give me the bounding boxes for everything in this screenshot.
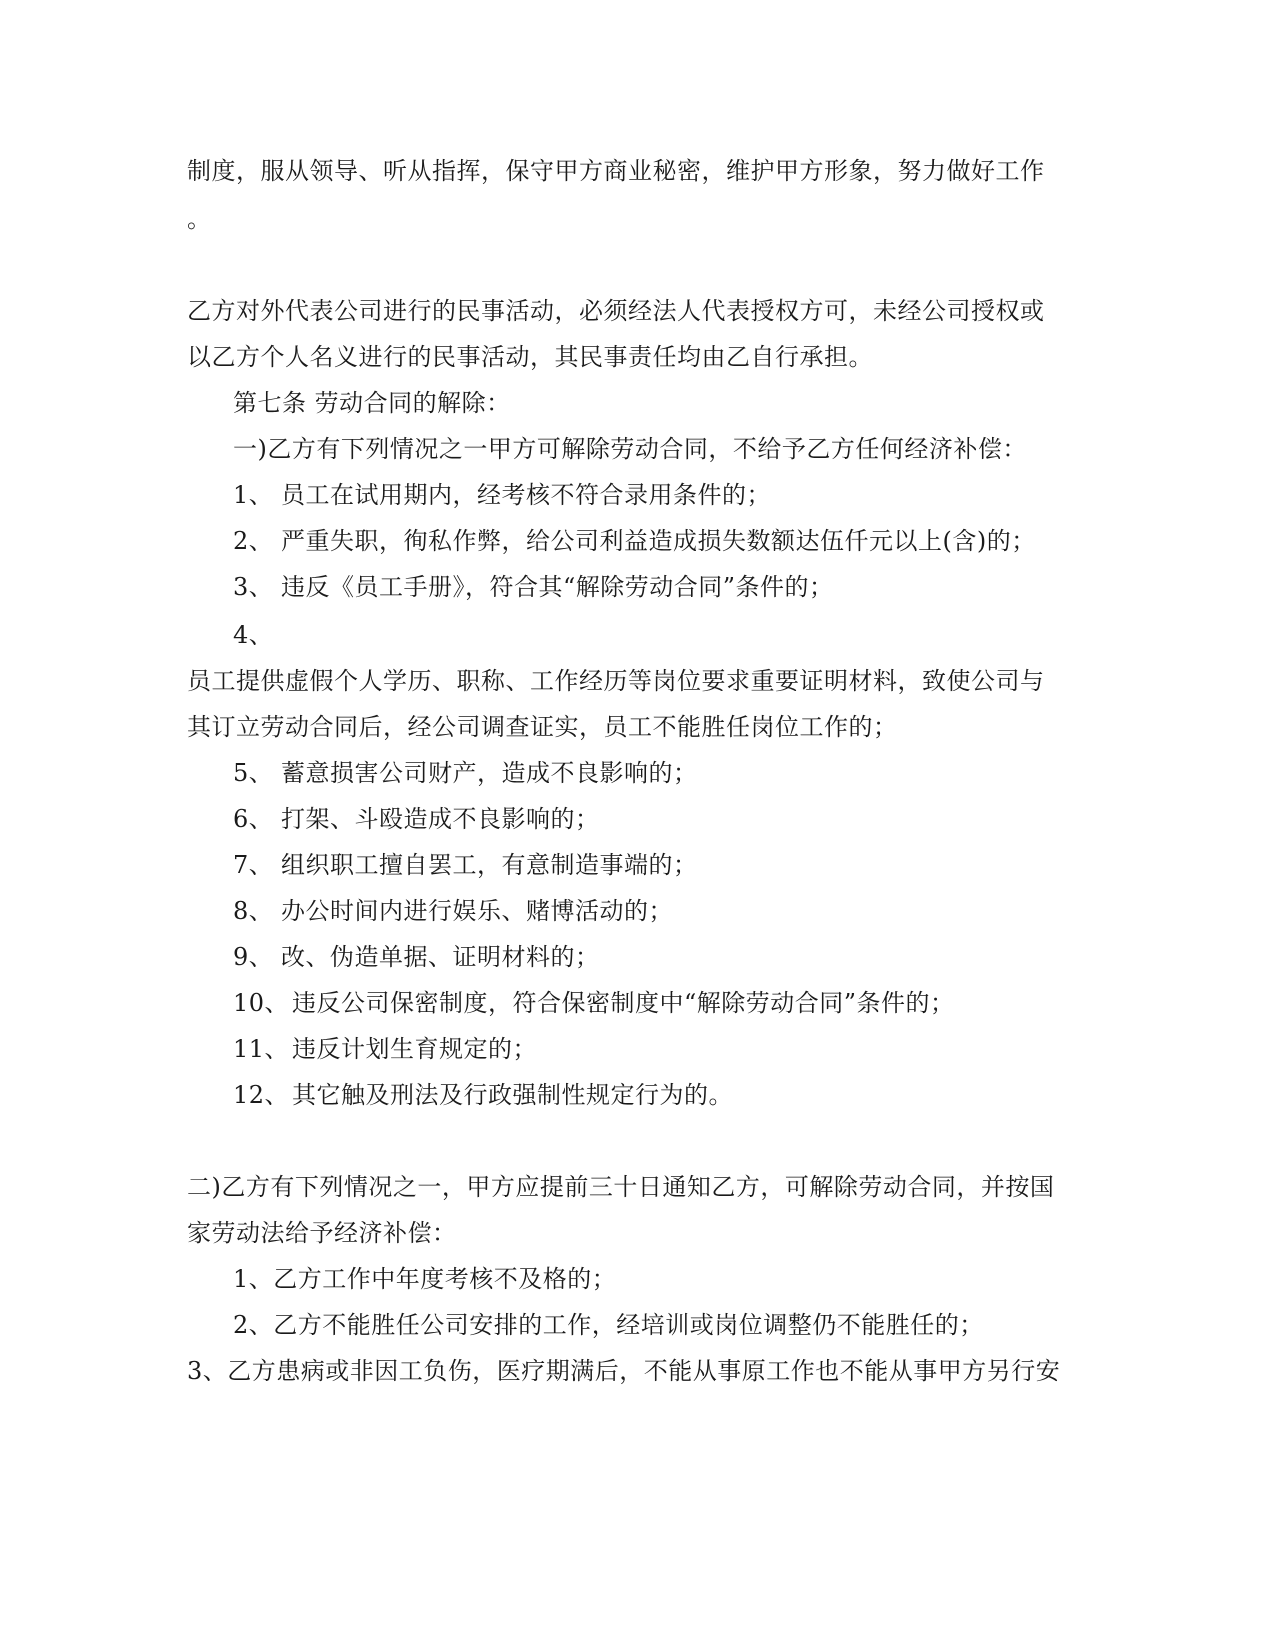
list-item-text: 违反《员工手册》，符合其“解除劳动合同”条件的； (281, 573, 834, 601)
list-item-number: 8、 (233, 897, 274, 925)
list-item-number: 5、 (233, 759, 274, 787)
list-item-number: 3、 (233, 573, 274, 601)
article-title: 第七条 劳动合同的解除： (233, 389, 511, 417)
list-item-text: 打架、斗殴造成不良影响的； (281, 805, 600, 833)
paragraph-line: 家劳动法给予经济补偿： (187, 1219, 457, 1247)
list-item (233, 572, 834, 602)
list-item-text: 严重失职，徇私作弊，给公司利益造成损失数额达伍仟元以上(含)的； (281, 527, 1036, 555)
paragraph-line: 二)乙方有下列情况之一，甲方应提前三十日通知乙方，可解除劳动合同，并按国 (187, 1173, 1055, 1201)
list-item (233, 526, 1036, 556)
list-item: 3、乙方患病或非因工负伤，医疗期满后，不能从事原工作也不能从事甲方另行安 (187, 1357, 1061, 1385)
list-item-number: 10、 (233, 989, 290, 1017)
list-item (233, 480, 771, 510)
list-item-text: 违反公司保密制度，符合保密制度中“解除劳动合同”条件的； (292, 989, 955, 1017)
list-item-number: 1、 (233, 481, 274, 509)
paragraph-line: 乙方对外代表公司进行的民事活动，必须经法人代表授权方可，未经公司授权或 (187, 297, 1045, 325)
list-item (233, 620, 281, 650)
list-item-number: 11、 (233, 1035, 290, 1063)
paragraph-line: 其订立劳动合同后，经公司调查证实，员工不能胜任岗位工作的； (187, 713, 898, 741)
list-item-number: 7、 (233, 851, 274, 879)
section-intro: 一)乙方有下列情况之一甲方可解除劳动合同，不给予乙方任何经济补偿： (233, 435, 1027, 463)
list-item-number: 6、 (233, 805, 274, 833)
list-item (233, 850, 698, 880)
list-item: 2、乙方不能胜任公司安排的工作，经培训或岗位调整仍不能胜任的； (233, 1311, 984, 1339)
list-item: 1、乙方工作中年度考核不及格的； (233, 1265, 617, 1293)
list-item (233, 896, 673, 926)
list-item (233, 1080, 733, 1110)
paragraph-line: 制度，服从领导、听从指挥，保守甲方商业秘密，维护甲方形象，努力做好工作 (187, 157, 1045, 185)
list-item (233, 758, 698, 788)
list-item-number: 2、 (233, 527, 274, 555)
list-item-number: 12、 (233, 1081, 290, 1109)
list-item (233, 804, 600, 834)
paragraph-line: 。 (187, 205, 212, 233)
list-item-text: 组织职工擅自罢工，有意制造事端的； (281, 851, 698, 879)
paragraph-line: 员工提供虚假个人学历、职称、工作经历等岗位要求重要证明材料，致使公司与 (187, 667, 1045, 695)
list-item-text: 其它触及刑法及行政强制性规定行为的。 (292, 1081, 733, 1109)
list-item-number: 4、 (233, 621, 274, 649)
list-item-text: 蓄意损害公司财产，造成不良影响的； (281, 759, 698, 787)
list-item-text: 违反计划生育规定的； (292, 1035, 537, 1063)
paragraph-line: 以乙方个人名义进行的民事活动，其民事责任均由乙自行承担。 (187, 343, 873, 371)
list-item-text: 改、伪造单据、证明材料的； (281, 943, 600, 971)
list-item (233, 942, 600, 972)
list-item (233, 988, 955, 1018)
list-item (233, 1034, 537, 1064)
list-item-number: 9、 (233, 943, 274, 971)
list-item-text: 员工在试用期内，经考核不符合录用条件的； (281, 481, 771, 509)
list-item-text: 办公时间内进行娱乐、赌博活动的； (281, 897, 673, 925)
